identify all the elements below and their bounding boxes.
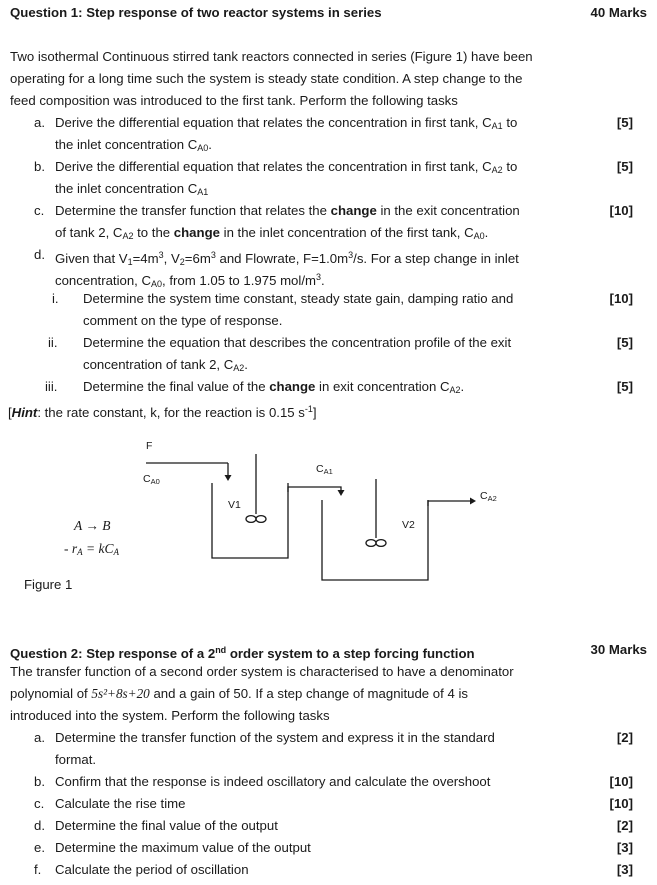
q2-b-marks: [10] <box>609 774 633 789</box>
q2-a-marks: [2] <box>616 730 633 745</box>
tank-1-outflow <box>288 487 341 492</box>
q1-d-line1: Given that $V_1=4m^3$, $V_2=6m^3$ and Flowrate, $F=1.0m^3/s$. For a step change in inlet <box>55 250 519 267</box>
q2-f-text: Calculate the period of oscillation <box>55 862 249 877</box>
figure-label-ca0: CA0 <box>143 473 160 486</box>
q2-a-letter: a. <box>34 730 45 745</box>
q1-d-i-line1: Determine the system time constant, steady state gain, damping ratio and <box>83 291 514 306</box>
stirrer-2-blade-right <box>376 540 386 547</box>
figure-label-v2: V2 <box>402 519 415 531</box>
rate-equation: - $r_A = kC_A$ <box>64 541 119 557</box>
q1-d-line2: concentration, $C_{A0}$, from 1.05 to 1.975 mol/$m^3$. <box>55 272 325 289</box>
q2-marks: 30 Marks <box>590 642 647 657</box>
feed-arrow <box>225 475 232 481</box>
q1-d-iii-line1: Determine the final value of the change in exit concentration $C_{A2}$. <box>83 379 465 395</box>
tank-1-outflow-arrow <box>338 490 345 496</box>
q2-intro-line-3: introduced into the system. Perform the following tasks <box>10 708 330 723</box>
tank-2 <box>322 500 428 580</box>
q1-c-line2: of tank 2, $C_{A2}$ to the change in the inlet concentration of the first tank, $C_{A0}$. <box>55 225 489 241</box>
q2-f-letter: f. <box>34 862 42 877</box>
q1-c-letter: c. <box>34 203 45 218</box>
tank-2-outflow <box>428 501 471 506</box>
q1-d-i-numeral: i. <box>52 291 59 306</box>
stirrer-1-blade-right <box>256 516 266 523</box>
q1-d-i-line2: comment on the type of response. <box>83 313 283 328</box>
figure-label-ca1: CA1 <box>316 463 333 476</box>
q2-e-marks: [3] <box>616 840 633 855</box>
q1-c-line1: Determine the transfer function that relates the change in the exit concentration <box>55 203 520 218</box>
q2-intro-line-2: polynomial of 5s²+8s+20 and a gain of 50. If a step change of magnitude of 4 is <box>10 686 468 701</box>
q2-title: Question 2: Step response of a 2nd order system to a step forcing function <box>10 645 475 661</box>
q1-d-ii-numeral: ii. <box>48 335 58 350</box>
q1-a-line1: Derive the differential equation that relates the concentration in first tank, $C_{A1}$ to <box>55 115 518 131</box>
q2-d-marks: [2] <box>616 818 633 833</box>
q1-a-letter: a. <box>34 115 45 130</box>
q1-c-marks: [10] <box>609 203 633 218</box>
q1-intro-line-3: feed composition was introduced to the first tank. Perform the following tasks <box>10 93 458 108</box>
q2-d-text: Determine the final value of the output <box>55 818 278 833</box>
q1-d-letter: d. <box>34 247 45 262</box>
q1-a-marks: [5] <box>616 115 633 130</box>
tank-2-outflow-arrow <box>470 498 476 505</box>
q1-d-ii-line1: Determine the equation that describes the concentration profile of the exit <box>83 335 512 350</box>
q1-b-line1: Derive the differential equation that relates the concentration in first tank, $C_{A2}$ to <box>55 159 518 175</box>
q2-intro-line-1: The transfer function of a second order system is characterised to have a denominator <box>10 664 514 679</box>
q2-c-text: Calculate the rise time <box>55 796 186 811</box>
q2-f-marks: [3] <box>616 862 633 877</box>
q1-a-line2: the inlet concentration $C_{A0}$. <box>55 137 212 153</box>
q1-d-ii-line2: concentration of tank 2, $C_{A2}$. <box>83 357 248 373</box>
q1-intro-line-1: Two isothermal Continuous stirred tank reactors connected in series (Figure 1) have been <box>10 49 533 64</box>
stirrer-2-blade-left <box>366 540 376 547</box>
q2-c-letter: c. <box>34 796 45 811</box>
q1-d-ii-marks: [5] <box>616 335 633 350</box>
q1-b-line2: the inlet concentration $C_{A1}$ <box>55 181 209 197</box>
q2-e-text: Determine the maximum value of the output <box>55 840 311 855</box>
reaction-equation: A → B <box>74 518 111 533</box>
figure-caption: Figure 1 <box>24 577 73 592</box>
q1-d-iii-marks: [5] <box>616 379 633 394</box>
q1-b-letter: b. <box>34 159 45 174</box>
q1-intro-line-2: operating for a long time such the system is steady state condition. A step change to the <box>10 71 523 86</box>
q1-b-marks: [5] <box>616 159 633 174</box>
q1-hint: [Hint: the rate constant, k, for the reaction is 0.15 $s^{-1}$] <box>8 404 317 420</box>
q2-c-marks: [10] <box>609 796 633 811</box>
q1-d-iii-numeral: iii. <box>45 379 58 394</box>
q2-a-text: Determine the transfer function of the system and express it in the standard <box>55 730 495 745</box>
q2-e-letter: e. <box>34 840 45 855</box>
q2-b-letter: b. <box>34 774 45 789</box>
q1-marks: 40 Marks <box>590 5 647 20</box>
stirrer-1-blade-left <box>246 516 256 523</box>
q1-title: Question 1: Step response of two reactor systems in series <box>10 5 382 20</box>
q2-b-text: Confirm that the response is indeed oscillatory and calculate the overshoot <box>55 774 491 789</box>
figure-label-v1: V1 <box>228 499 241 511</box>
figure-label-ca2: CA2 <box>480 490 497 503</box>
q2-d-letter: d. <box>34 818 45 833</box>
tank-1 <box>212 483 288 558</box>
q1-d-i-marks: [10] <box>609 291 633 306</box>
figure-label-f: F <box>146 440 153 452</box>
q2-a-text2: format. <box>55 752 97 767</box>
